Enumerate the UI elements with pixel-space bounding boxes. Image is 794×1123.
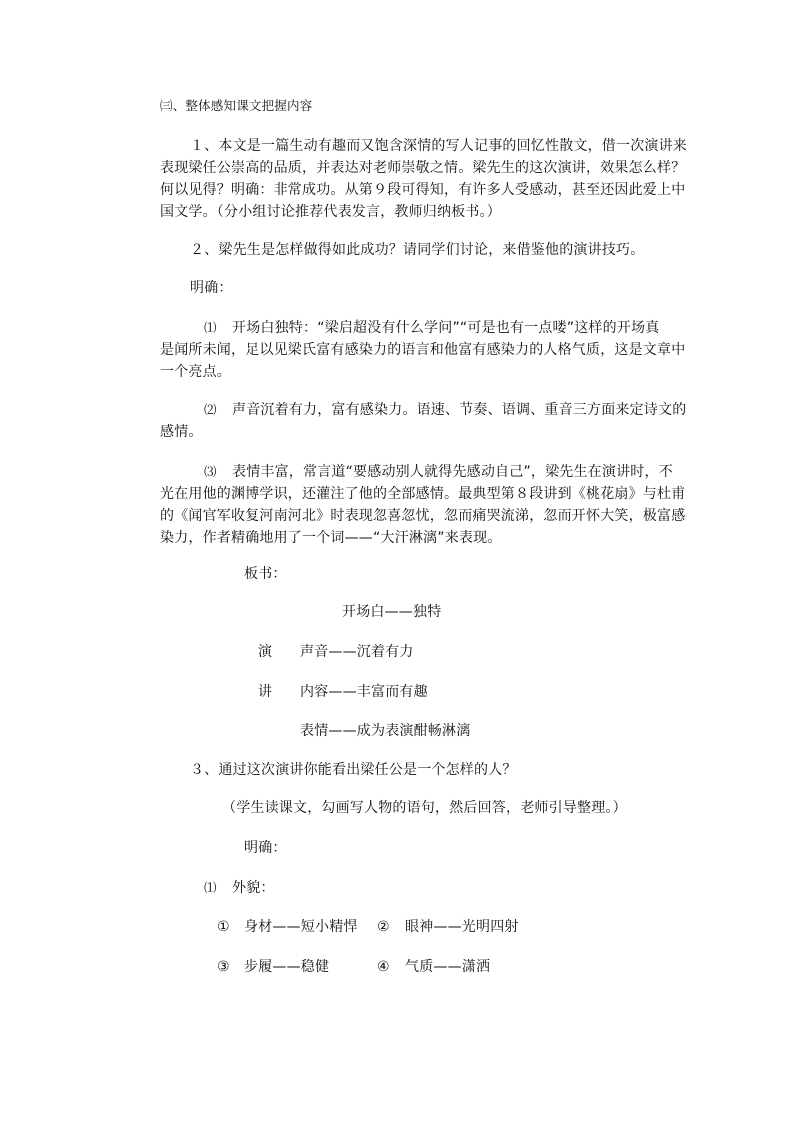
p1-line-1: 开场白独特：“梁启超没有什么学问”“可是也有一点喽”这样的开场真 [232, 320, 660, 336]
appearance-item-mark-3: ③ [217, 959, 230, 975]
appearance-item-text-1: 身材——短小精悍 [244, 919, 358, 935]
p2-number: ⑵ [204, 402, 217, 417]
mingque-label-1: 明确： [190, 280, 233, 296]
section-heading: ㈢、整体感知课文把握内容 [160, 98, 313, 113]
p1-line-2: 是闻所未闻，足以见梁氏富有感染力的语言和他富有感染力的人格气质，这是文章中 [160, 342, 686, 358]
q1-line-2: 表现梁任公崇高的品质，并表达对老师崇敬之情。梁先生的这次演讲，效果怎么样？ [160, 160, 686, 176]
q1-line-3: 何以见得？明确：非常成功。从第９段可得知，有许多人受感动，甚至还因此爱上中 [160, 182, 686, 198]
q3-line-1: ３、通过这次演讲你能看出梁任公是一个怎样的人？ [190, 762, 517, 778]
q3-note: （学生读课文，勾画写人物的语句，然后回答，老师引导整理。） [222, 800, 627, 816]
p3-line-1: 表情丰富，常言道“要感动别人就得先感动自己”，梁先生在演讲时，不 [232, 464, 673, 480]
q2-line-1: ２、梁先生是怎样做得如此成功？请同学们讨论，来借鉴他的演讲技巧。 [190, 242, 645, 258]
board-row-2: 声音——沉着有力 [300, 644, 414, 660]
appearance-item-text-3: 步履——稳健 [244, 959, 330, 975]
board-row-1: 开场白——独特 [342, 604, 442, 620]
appearance-item-text-2: 眼神——光明四射 [405, 919, 519, 935]
board-row-3: 内容——丰富而有趣 [300, 684, 428, 700]
p1-number: ⑴ [204, 320, 217, 335]
appearance-item-mark-2: ② [377, 919, 390, 935]
q1-line-4: 国文学。（分小组讨论推荐代表发言，教师归纳板书。） [160, 204, 501, 220]
p3-line-2: 光在用他的渊博学识，还灌注了他的全部感情。最典型第８段讲到《桃花扇》与杜甫 [160, 486, 686, 502]
appearance-item-mark-4: ④ [377, 959, 390, 975]
appearance-item-mark-1: ① [217, 919, 230, 935]
appearance-number: ⑴ [204, 880, 217, 895]
p2-line-1: 声音沉着有力，富有感染力。语速、节奏、语调、重音三方面来定诗文的 [232, 402, 687, 418]
board-label: 板书： [244, 566, 287, 582]
appearance-label: 外貌： [232, 880, 275, 896]
board-char-jiang: 讲 [258, 684, 273, 700]
p1-line-3: 一个亮点。 [160, 364, 231, 380]
q1-line-1: １、本文是一篇生动有趣而又饱含深情的写人记事的回忆性散文，借一次演讲来 [190, 138, 687, 154]
p3-line-3: 的《闻官军收复河南河北》时表现忽喜忽忧，忽而痛哭流涕，忽而开怀大笑，极富感 [160, 508, 686, 524]
appearance-item-text-4: 气质——潇洒 [405, 959, 491, 975]
p2-line-2: 感情。 [160, 424, 203, 440]
board-char-yan: 演 [258, 644, 273, 660]
mingque-label-2: 明确： [244, 840, 287, 856]
p3-line-4: 染力，作者精确地用了一个词——“大汗淋漓”来表现。 [160, 530, 502, 546]
board-row-4: 表情——成为表演酣畅淋漓 [300, 723, 471, 739]
p3-number: ⑶ [204, 464, 217, 479]
